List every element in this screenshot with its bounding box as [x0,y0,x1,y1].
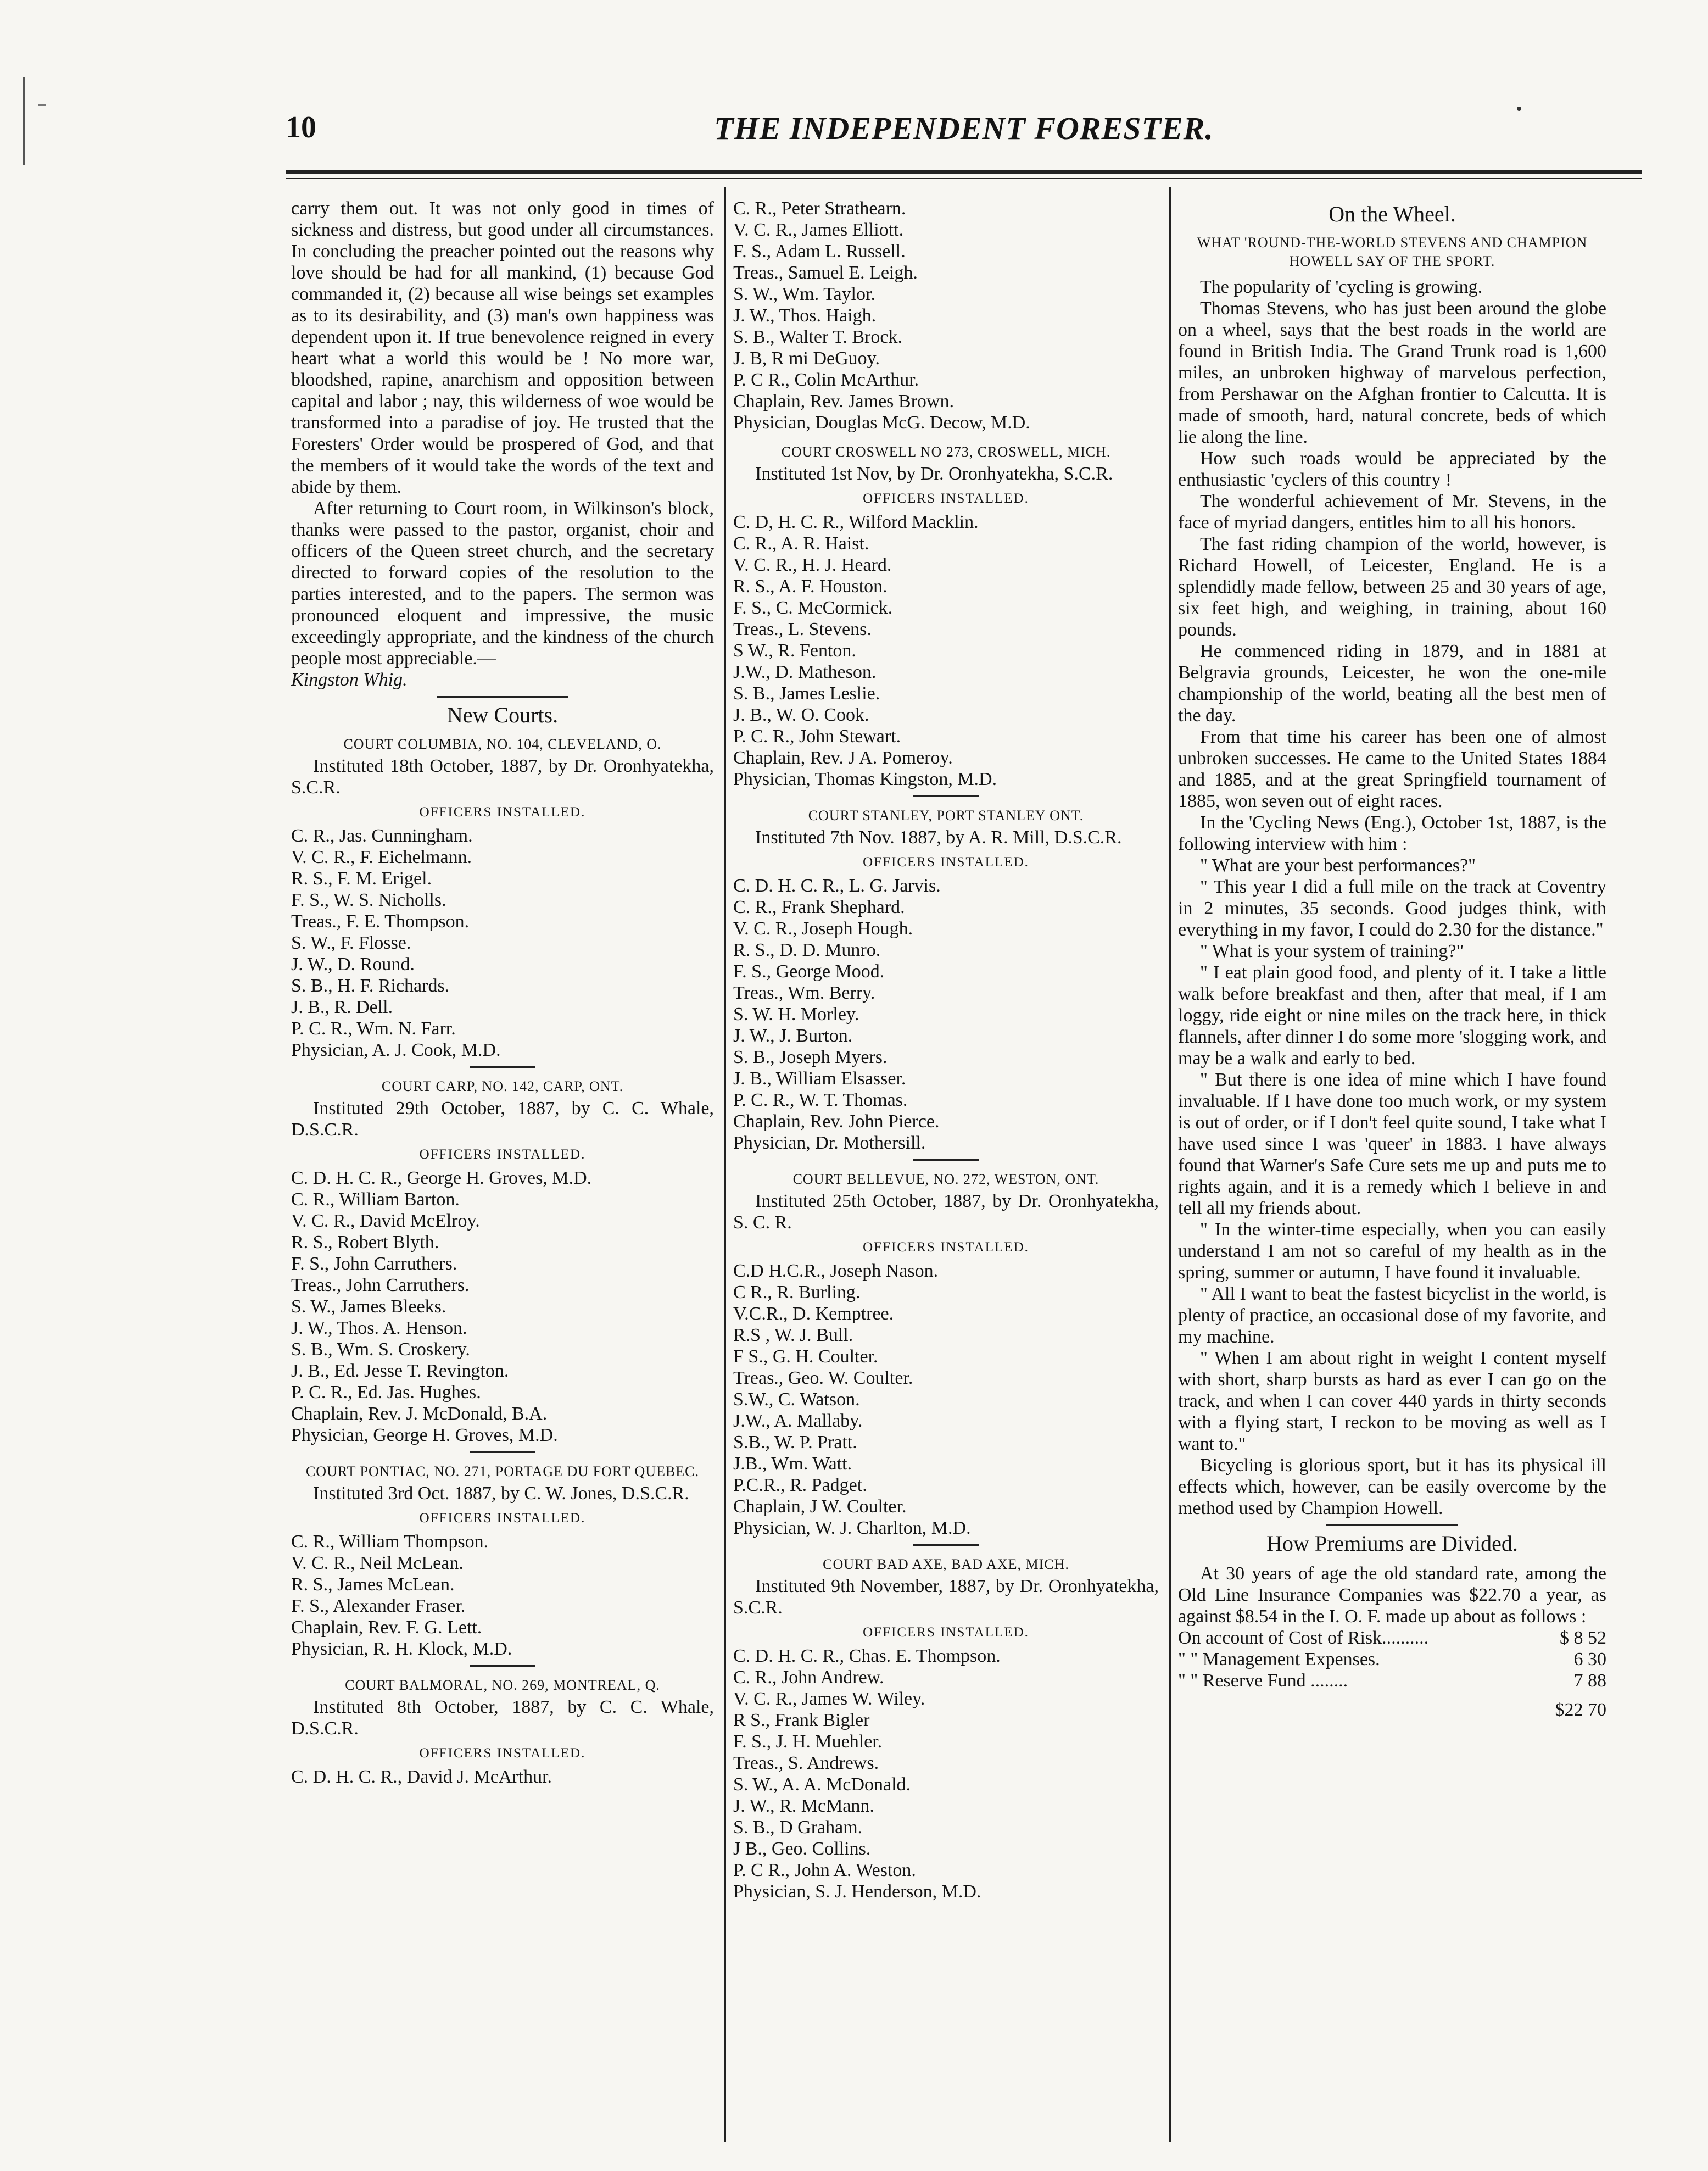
officer-line: Treas., Wm. Berry. [733,983,875,1003]
officer-line: Treas., F. E. Thompson. [291,911,470,932]
officer-line: R S., Frank Bigler [733,1710,870,1730]
officer-line: Treas., Samuel E. Leigh. [733,263,918,283]
officer-line: F S., G. H. Coulter. [733,1346,878,1367]
officer-line: Treas., L. Stevens. [733,619,872,639]
officer-line: S.B., W. P. Pratt. [733,1432,857,1452]
officer-line: F. S., John Carruthers. [291,1254,457,1274]
article-paragraph: " In the winter-time especially, when you can easily understand I am not so careful of my health as in the spring, summer or autumn, I have found it invaluable. [1178,1220,1606,1283]
article-paragraph: " What is your system of training?" [1200,941,1464,961]
officer-line: J. W., Thos. Haigh. [733,305,877,326]
court-divider [470,1066,535,1068]
officer-line: P. C. R., Ed. Jas. Hughes. [291,1382,481,1402]
article-paragraph: Bicycling is glorious sport, but it has its physical ill effects which, however, can be easily overcome by the method used by Champion Howell. [1178,1455,1606,1518]
officer-line: C R., R. Burling. [733,1282,861,1302]
court-instituted: Instituted 29th October, 1887, by C. C. Whale, D.S.C.R. [291,1098,714,1140]
article-paragraph: " All I want to beat the fastest bicyclist in the world, is plenty of practice, an occasional dose of my favorite, and my machine. [1178,1284,1607,1347]
officer-line: F. S., J. H. Muehler. [733,1732,883,1752]
officer-line: P.C.R., R. Padget. [733,1475,867,1495]
officer-line: Treas., S. Andrews. [733,1753,879,1773]
court-name: COURT PONTIAC, NO. 271, PORTAGE DU FORT QUEBEC. [305,1463,700,1479]
officer-line: C. D. H. C. R., L. G. Jarvis. [733,876,941,896]
margin-mark [23,77,25,165]
officer-line: F. S., Alexander Fraser. [291,1596,466,1616]
court-name: COURT BALMORAL, NO. 269, MONTREAL, Q. [345,1677,660,1693]
officer-line: S. B., Joseph Myers. [733,1047,888,1067]
officer-line: S. W., Wm. Taylor. [733,284,875,304]
article-paragraph: The fast riding champion of the world, however, is Richard Howell, of Leicester, England. He is a splendidly made fellow, between 25 and 30 years of age, six feet high, and weighing, in training, about 160 pounds. [1178,534,1606,640]
court-divider [913,1544,979,1546]
article-paragraph: " I eat plain good food, and plenty of it. I take a little walk before breakfast and then, after that meal, if I am loggy, ride eight or nine miles on the track here, in thick flannels, after dinner I do some more 'slogging work, and may be a walk and early to bed. [1178,962,1606,1068]
court-name: COURT CARP, NO. 142, CARP, ONT. [381,1078,624,1094]
officer-line: Chaplain, Rev. James Brown. [733,391,954,411]
officer-line: Physician, Thomas Kingston, M.D. [733,769,997,789]
officer-line: C. D. H. C. R., David J. McArthur. [291,1767,552,1787]
officer-line: S.W., C. Watson. [733,1389,860,1410]
article-body [1178,276,1606,1519]
officers-label: OFFICERS INSTALLED. [863,855,1029,870]
officer-line: F. S., W. S. Nicholls. [291,890,446,910]
article-paragraph: At 30 years of age the old standard rate, among the Old Line Insurance Companies was $22.70 a year, as against $8.54 in the I. O. F. made up about as follows : [1178,1563,1606,1627]
officer-line: J.W., D. Matheson. [733,662,877,682]
article-paragraph: " When I am about right in weight I content myself with short, sharp bursts as hard as ever I can go on the track, and when I can cover 440 yards in thirty seconds with a flying start, I reckon to be moving as well as I want to." [1178,1348,1606,1454]
officer-line: S. B., Walter T. Brock. [733,327,902,347]
court-divider [470,1451,535,1453]
header-rule-thin [286,178,1642,179]
officer-line: J. W., J. Burton. [733,1026,853,1046]
section-heading: On the Wheel. [1329,202,1456,226]
officer-line: C. R., Jas. Cunningham. [291,826,473,846]
article-paragraph: The popularity of 'cycling is growing. [1200,277,1483,297]
column-rule-1 [724,187,726,2142]
officers-label: OFFICERS INSTALLED. [863,1625,1029,1640]
officer-line: V. C. R., David McElroy. [291,1211,480,1231]
officer-line: J.W., A. Mallaby. [733,1411,863,1431]
officer-line: R. S., Robert Blyth. [291,1232,439,1252]
officers-list [733,198,1159,433]
officer-line: P. C. R., W. T. Thomas. [733,1090,908,1110]
officer-line: J. B., William Elsasser. [733,1068,906,1089]
officer-line: R. S., D. D. Munro. [733,940,881,960]
officer-line: Chaplain, Rev. J A. Pomeroy. [733,748,953,768]
officer-line: R. S., F. M. Erigel. [291,869,432,889]
officer-line: J.B., Wm. Watt. [733,1454,852,1474]
column-3 [1178,198,1606,1721]
officer-line: J. B., W. O. Cook. [733,705,869,725]
section-heading: New Courts. [446,703,559,727]
officer-line: J. B., Ed. Jesse T. Revington. [291,1361,509,1381]
officer-line: J. W., Thos. A. Henson. [291,1318,467,1338]
article-paragraph: After returning to Court room, in Wilkinson's block, thanks were passed to the pastor, organist, choir and officers of the Queen street church, and the secretary directed to forward copies of the resolution to the parties interested, and to the papers. The sermon was pronounced eloquent and impressive, the music exceedingly appropriate, and the kindness of the church people most appreciable.— [291,498,714,669]
article-paragraph: carry them out. It was not only good in times of sickness and distress, but good under all circumstances. In concluding the preacher pointed out the reasons why love should be had for all mankind, (1) because God commanded it, (2) because all wise beings set examples as to its desirability, and (3) man's own happiness was dependent upon it. If true benevolence reigned in every heart what a world this would be ! No more war, bloodshed, rapine, anarchism and opposition between capital and labor ; nay, this wilderness of woe would be transformed into a paradise of joy. He trusted that the Foresters' Order would be prospered of God, and that the members of it would take the words of the text and abide by them. [291,198,714,497]
officer-line: C. R., John Andrew. [733,1667,884,1688]
article-paragraph: " What are your best performances?" [1200,855,1476,876]
court-instituted: Instituted 9th November, 1887, by Dr. Oronhyatekha, S.C.R. [733,1576,1159,1618]
officer-line: J. B., R. Dell. [291,997,393,1017]
officer-line: S. B., James Leslie. [733,683,880,704]
officer-line: S. W., A. A. McDonald. [733,1774,911,1795]
section-divider [1326,1524,1458,1526]
officer-line: Physician, W. J. Charlton, M.D. [733,1518,971,1538]
officer-line: Physician, George H. Groves, M.D. [291,1425,558,1445]
officers-label: OFFICERS INSTALLED. [419,805,586,820]
officer-line: R.S , W. J. Bull. [733,1325,853,1345]
premiums-table [1178,1627,1606,1691]
header-rule-thick [286,170,1642,174]
officer-line: V. C. R., Neil McLean. [291,1553,464,1573]
officer-line: J. W., D. Round. [291,954,415,975]
officer-line: Physician, Douglas McG. Decow, M.D. [733,413,1030,433]
officers-label: OFFICERS INSTALLED. [419,1147,586,1162]
column-rule-2 [1169,187,1171,2142]
court-divider [470,1665,535,1667]
officers-label: OFFICERS INSTALLED. [419,1511,586,1526]
officer-line: V. C. R., James W. Wiley. [733,1689,925,1709]
officer-line: Physician, R. H. Klock, M.D. [291,1639,512,1659]
officer-line: Physician, A. J. Cook, M.D. [291,1040,501,1060]
officer-line: C.D H.C.R., Joseph Nason. [733,1261,939,1281]
officer-line: S. B., Wm. S. Croskery. [291,1339,470,1360]
officer-line: Chaplain, J W. Coulter. [733,1496,907,1517]
article-paragraph: Thomas Stevens, who has just been around the globe on a wheel, says that the best roads in the world are found in British India. The Grand Trunk road is 1,600 miles, an unbroken highway of marvelous perfection, from Pershawar on the Afghan frontier to Calcutta. It is made of smooth, hard, natural concrete, beds of which lie along the line. [1178,298,1606,447]
officer-line: R. S., James McLean. [291,1574,455,1595]
officer-line: S. B., D Graham. [733,1817,863,1838]
officer-line: V. C. R., F. Eichelmann. [291,847,472,867]
officer-line: S. B., H. F. Richards. [291,976,450,996]
courts-list [291,736,714,1788]
officer-line: J. W., R. McMann. [733,1796,874,1816]
premium-label: " " Management Expenses. [1178,1649,1380,1669]
article-paragraph: The wonderful achievement of Mr. Stevens, in the face of myriad dangers, entitles him to all his honors. [1178,491,1606,533]
officer-line: S. W., F. Flosse. [291,933,411,953]
officer-line: S. W. H. Morley. [733,1004,859,1025]
officer-line: R. S., A. F. Houston. [733,576,888,597]
premium-amount: 6 30 [1573,1649,1606,1669]
article-source: Kingston Whig. [291,670,408,690]
officer-line: Treas., Geo. W. Coulter. [733,1368,913,1388]
court-instituted: Instituted 25th October, 1887, by Dr. Oronhyatekha, S. C. R. [733,1191,1159,1233]
officer-line: F. S., Adam L. Russell. [733,241,906,261]
article-paragraph: How such roads would be appreciated by the enthusiastic 'cyclers of this country ! [1178,448,1606,490]
premiums-row [1178,1649,1606,1670]
officer-line: P. C R., Colin McArthur. [733,370,919,390]
officer-line: C. R., William Barton. [291,1189,460,1210]
premium-amount: 7 88 [1573,1671,1606,1691]
premium-label: " " Reserve Fund ........ [1178,1671,1348,1691]
court-instituted: Instituted 7th Nov. 1887, by A. R. Mill, D.S.C.R. [755,827,1122,848]
officer-line: C. R., A. R. Haist. [733,533,869,554]
court-instituted: Instituted 1st Nov, by Dr. Oronhyatekha, S.C.R. [755,464,1113,484]
article-paragraph: " This year I did a full mile on the track at Coventry in 2 minutes, 35 seconds. Good judges think, with everything in my favor, I could do 2.30 for the distance." [1178,877,1606,940]
article-paragraph: " But there is one idea of mine which I have found invaluable. If I have done too much work, or my system is out of order, or if I don't feel quite sound, I take what I have used since I was 'queer' in 1883. I have always found that Warner's Safe Cure sets me up and puts me to rights again, and it is a remedy which I believe in and tell all my friends about. [1178,1070,1606,1218]
officer-line: C. D. H. C. R., Chas. E. Thompson. [733,1646,1001,1666]
court-name: COURT COLUMBIA, NO. 104, CLEVELAND, O. [343,736,662,752]
premium-label: On account of Cost of Risk.......... [1178,1628,1429,1648]
officer-line: P. C R., John A. Weston. [733,1860,916,1880]
officer-line: C. D, H. C. R., Wilford Macklin. [733,512,979,532]
officer-line: C. R., Peter Strathearn. [733,198,906,219]
court-name: COURT CROSWELL NO 273, CROSWELL, MICH. [781,444,1111,460]
section-heading: How Premiums are Divided. [1266,1531,1518,1556]
column-2 [733,198,1159,1902]
officer-line: S W., R. Fenton. [733,641,856,661]
court-name: COURT BAD AXE, BAD AXE, MICH. [823,1556,1069,1572]
officer-line: Chaplain, Rev. J. McDonald, B.A. [291,1404,548,1424]
court-divider [913,1159,979,1161]
margin-tick [38,104,46,106]
premiums-total: $22 70 [1555,1700,1606,1720]
court-instituted: Instituted 18th October, 1887, by Dr. Oronhyatekha, S.C.R. [291,756,714,798]
article-paragraph: From that time his career has been one of almost unbroken successes. He came to the United States 1884 and 1885, and at the great Springfield tournament of 1885, won seven out of eight races. [1178,727,1606,811]
officer-line: J. B, R mi DeGuoy. [733,348,880,369]
officer-line: Treas., John Carruthers. [291,1275,470,1295]
officer-line: C. R., William Thompson. [291,1532,489,1552]
officer-line: F. S., C. McCormick. [733,598,893,618]
officer-line: V. C. R., Joseph Hough. [733,918,913,939]
officer-line: Chaplain, Rev. John Pierce. [733,1111,940,1132]
court-divider [913,795,979,797]
page-number: 10 [286,110,316,144]
officer-line: P. C. R., John Stewart. [733,726,901,747]
court-instituted: Instituted 8th October, 1887, by C. C. Whale, D.S.C.R. [291,1697,714,1739]
officer-line: C. D. H. C. R., George H. Groves, M.D. [291,1168,592,1188]
article-paragraph: He commenced riding in 1879, and in 1881 at Belgravia grounds, Leicester, he won the one-mile championship of the world, beating all the best men of the day. [1178,641,1606,726]
officer-line: S. W., James Bleeks. [291,1296,446,1317]
article-paragraph: In the 'Cycling News (Eng.), October 1st, 1887, is the following interview with him : [1178,812,1606,854]
court-instituted: Instituted 3rd Oct. 1887, by C. W. Jones, D.S.C.R. [313,1483,689,1504]
court-name: COURT STANLEY, PORT STANLEY ONT. [808,808,1084,823]
masthead-title: THE INDEPENDENT FORESTER. [714,110,1214,146]
premiums-row [1178,1670,1606,1691]
officer-line: Chaplain, Rev. F. G. Lett. [291,1617,482,1638]
officers-label: OFFICERS INSTALLED. [419,1746,586,1761]
officer-line: P. C. R., Wm. N. Farr. [291,1018,456,1039]
section-subheading: WHAT 'ROUND-THE-WORLD STEVENS AND CHAMPION HOWELL SAY OF THE SPORT. [1197,235,1588,269]
officers-label: OFFICERS INSTALLED. [863,491,1029,506]
officer-line: Physician, Dr. Mothersill. [733,1133,926,1153]
column-1 [291,198,714,1788]
officers-label: OFFICERS INSTALLED. [863,1240,1029,1255]
officer-line: Physician, S. J. Henderson, M.D. [733,1881,981,1902]
officer-line: V.C.R., D. Kemptree. [733,1304,894,1324]
courts-list [733,443,1159,1902]
officer-line: V. C. R., James Elliott. [733,220,904,240]
premiums-row [1178,1627,1606,1649]
page-header [286,110,1642,170]
section-divider [437,696,568,698]
officer-line: C. R., Frank Shephard. [733,897,905,917]
premium-amount: $ 8 52 [1560,1628,1606,1648]
officer-line: J B., Geo. Collins. [733,1839,871,1859]
officer-line: V. C. R., H. J. Heard. [733,555,892,575]
officer-line: F. S., George Mood. [733,961,885,982]
court-name: COURT BELLEVUE, NO. 272, WESTON, ONT. [792,1171,1099,1187]
